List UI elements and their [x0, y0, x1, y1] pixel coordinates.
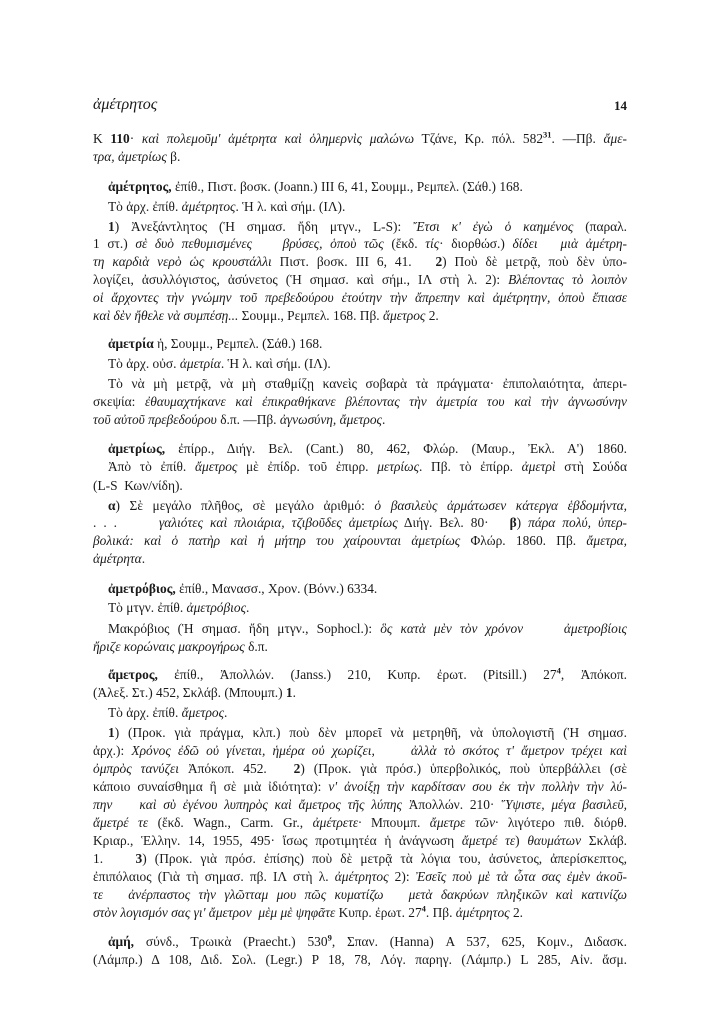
superscript: 9: [327, 932, 332, 943]
text: δ.π.: [244, 639, 268, 654]
text: Διήγ. Βελ. 80·: [397, 515, 510, 530]
italic-text: ὃς κατὰ μὲν τὸν χρόνον ἀμετροβίοις: [380, 621, 627, 636]
text: ἐπίθ., Μανασσ., Χρον. (Βόνν.) 6334.: [175, 581, 378, 596]
text: ἡ, Σουμμ., Ρεμπελ. (Σάθ.) 168.: [153, 336, 323, 351]
superscript: 4: [556, 665, 561, 676]
text: ) Ἀνεξάντλητος (Ἡ σημασ. ἤδη μτγν., L-S):: [114, 219, 414, 234]
text: . Πβ.: [425, 905, 456, 920]
italic-text: Χρόνος ἐδῶ οὐ γίνεται, ἡμέρα οὐ χωρίζει, ἀλλὰ τὸ σκότος τ' ἄμετρον τρέχει καὶ: [131, 743, 627, 758]
text-line: [93, 886, 627, 904]
text: ): [515, 833, 528, 848]
italic-text: καὶ πολεμοῦμ' ἀμέτρητα καὶ ὁλημερνὶς μαλώνω: [141, 131, 415, 146]
text: .: [141, 551, 146, 566]
bold-text: α: [108, 498, 116, 513]
bold-text: ἀμετρίως,: [108, 441, 166, 456]
text: Ἀπὸ τὸ ἐπίθ.: [108, 459, 195, 474]
bold-text: β: [509, 515, 517, 530]
italic-text: δίδει μιὰ ἀμέτρη-: [512, 236, 627, 251]
italic-text: ἄμετρα,: [586, 533, 627, 548]
italic-text: ἄμετρος: [194, 459, 238, 474]
text: · διορθώσ.): [439, 236, 513, 251]
text-line: [93, 514, 627, 532]
text-line: [93, 814, 627, 832]
text-line: [108, 933, 627, 951]
text: ) (Προκ. γιὰ πράγμα, κλπ.) ποὺ δὲν μπορεῖ νὰ μετρηθῆ, νὰ ὑπολογιστῆ (Ἡ σημασ.: [114, 725, 627, 740]
text: 1 στ.): [93, 236, 136, 251]
text-line: [93, 850, 627, 868]
text-line: [108, 580, 627, 598]
text-line: [93, 477, 627, 495]
italic-text: ἄμετρε τῶν·: [429, 815, 499, 830]
text-line: [108, 599, 627, 617]
text-line: [93, 253, 627, 271]
bold-text: ἀμέτρητος,: [108, 179, 172, 194]
italic-text: πάρα πολύ, ὑπερ-: [528, 515, 627, 530]
text: σύνδ., Τρωικὰ (Praecht.) 530: [134, 934, 328, 949]
italic-text: τίς: [425, 236, 440, 251]
text: .: [224, 705, 228, 720]
italic-text: πην καὶ σὺ ἐγένου λυπηρὸς καὶ ἄμετρος τῆς λύπης: [93, 797, 402, 812]
text-line: [108, 620, 627, 638]
text: Κριαρ., Ἑλλην. 14, 1955, 495· ἴσως προτιμητέα ἡ ἀνάγνωση: [93, 833, 462, 848]
bold-text: ἀμετρόβιος,: [108, 581, 176, 596]
text: λογίζει, ἀσυλλόγιστος, ἀσύνετος (Ἡ σημασ. καὶ σήμ., ΙΛ στὴ λ. 2):: [93, 272, 509, 287]
text: ) (Προκ. γιὰ πρόσ. ἐπίσης) ποὺ δὲ μετρᾷ τὰ λόγια του, ἀσύνετος, ἀπερίσκεπτος,: [142, 851, 627, 866]
bold-text: 2: [435, 254, 443, 269]
text-line: [108, 335, 627, 353]
text: ·: [129, 131, 142, 146]
text: ἐπίθ., Πιστ. βοσκ. (Joann.) III 6, 41, Σουμμ., Ρεμπελ. (Σάθ.) 168.: [171, 179, 523, 194]
text: . Ἡ λ. καὶ σήμ. (ΙΛ).: [235, 199, 346, 214]
text-line: [108, 178, 627, 196]
text-line: [93, 411, 627, 429]
text-line: [93, 904, 627, 922]
italic-text: ἄμετρος: [181, 705, 225, 720]
text-line: [108, 355, 627, 373]
text-line: [108, 666, 627, 684]
text: .: [246, 600, 250, 615]
text: (παραλ.: [573, 219, 627, 234]
italic-text: οἱ ἄρχοντες τὴν γνώμην τοῦ πρεβεδούρου ἐτούτην τὴν ἄπρεπην καὶ ἀμέτρητην, ὁποὺ ἔπιασε: [93, 290, 627, 305]
bold-text: ἀμή,: [108, 934, 135, 949]
text: ἐπίθ., Ἀπολλών. (Janss.) 210, Κυπρ. ἐρωτ. (Pitsill.) 27: [157, 667, 557, 682]
text-line: [93, 289, 627, 307]
text: Φλώρ. 1860. Πβ.: [460, 533, 587, 548]
italic-text: Βλέποντας τὸ λοιπὸν: [508, 272, 628, 287]
italic-text: ὁ βασιλεὺς ἀρμάτωσεν κάτεργα ἑβδομήντα,: [374, 498, 627, 513]
text-line: [93, 550, 627, 568]
text: (Ἀλεξ. Στ.) 452, Σκλάβ. (Μπουμπ.): [93, 685, 286, 700]
italic-text: ἄμε-: [603, 131, 627, 146]
text: 2.: [425, 308, 439, 323]
italic-text: Ἔτσι κ' ἐγὼ ὁ καημένος: [413, 219, 574, 234]
text: Σουμμ., Ρεμπελ. 168. Πβ.: [238, 308, 383, 323]
text-line: [108, 497, 627, 515]
italic-text: ἤριζε κορώναις μακρογήρως: [93, 639, 245, 654]
text-line: [108, 704, 627, 722]
text: στὴ Σούδα: [555, 459, 627, 474]
italic-text: ἀμέτρητος: [334, 869, 389, 884]
text-line: [108, 375, 627, 393]
text: δ.π. —Πβ.: [216, 412, 280, 427]
bold-text: ἄμετρος,: [108, 667, 158, 682]
text: ): [516, 515, 529, 530]
text: .: [292, 685, 296, 700]
text: Μακρόβιος (Ἡ σημασ. ἤδη μτγν., Sophocl.):: [108, 621, 381, 636]
text-line: [93, 271, 627, 289]
text: . Πβ. τὸ ἐπίρρ.: [419, 459, 522, 474]
text-line: [93, 235, 627, 253]
text-line: [108, 724, 627, 742]
text-line: [93, 638, 627, 656]
page-number: 14: [614, 98, 627, 113]
italic-text: βολικά: καὶ ὁ πατὴρ καὶ ἡ μήτηρ του χαίρουνται ἀμετρίως: [93, 533, 461, 548]
text-line: [93, 130, 627, 148]
bold-text: 2: [293, 761, 301, 776]
bold-text: ἀμετρία: [108, 336, 154, 351]
bold-text: 1: [108, 219, 115, 234]
text-line: [93, 307, 627, 325]
italic-text: ἀγνωσύνη, ἄμετρος: [279, 412, 382, 427]
text: Τὸ νὰ μὴ μετρᾷ, νὰ μὴ σταθμίζῃ κανεὶς σοβαρὰ τὰ πράγματα· ἐπιπολαιότητα, ἀπερι-: [108, 376, 627, 391]
text-line: [93, 951, 627, 969]
text: μὲ ἐπίδρ. τοῦ ἐπιρρ.: [237, 459, 378, 474]
bold-text: 1: [285, 685, 293, 700]
text: Τὸ ἀρχ. οὐσ.: [108, 356, 180, 371]
text-line: [108, 440, 627, 458]
text-line: [93, 148, 627, 166]
text-line: [93, 684, 627, 702]
bold-text: 1: [108, 725, 115, 740]
text: λιγότερο πιθ. διόρθ.: [498, 815, 627, 830]
italic-text: ἄμετρέ τε: [93, 815, 149, 830]
text-line: [108, 218, 627, 236]
superscript: 4: [421, 903, 426, 914]
text: Κ: [93, 131, 111, 146]
text: Τὸ ἀρχ. ἐπίθ.: [108, 199, 182, 214]
text: .: [382, 412, 386, 427]
text-line: [93, 742, 627, 760]
text: ) (Προκ. γιὰ πρόσ.) ὑπερβολικός, ποὺ ὑπερβάλλει (σὲ: [300, 761, 627, 776]
italic-text: θαυμάτων: [527, 833, 582, 848]
text: , Σπαν. (Hanna) A 537, 625, Κομν., Διδασκ.: [331, 934, 627, 949]
text: ἀρχ.):: [93, 743, 132, 758]
text: Κυπρ. ἐρωτ. 27: [335, 905, 422, 920]
text: κάποιο συναίσθημα ἢ σὲ μιὰ ἰδιότητα):: [93, 779, 329, 794]
text-line: [93, 796, 627, 814]
italic-text: μετρίως: [377, 459, 420, 474]
text: Τζάνε, Κρ. πόλ. 582: [414, 131, 544, 146]
text: 1.: [93, 851, 136, 866]
text-line: [93, 760, 627, 778]
italic-text: σὲ δυὸ πεθυμισμένες βρύσες, ὁποὺ τῶς: [135, 236, 384, 251]
text: (ἔκδ.: [383, 236, 426, 251]
text-line: [108, 458, 627, 476]
text: Ἀπόκοπ. 452.: [178, 761, 294, 776]
italic-text: γαλιότες καὶ πλοιάρια, τζιβοῦδες ἀμετρίως: [158, 515, 398, 530]
text-line: [93, 778, 627, 796]
text: ἐπιπόλαιος (Γιὰ τὴ σημασ. πβ. ΙΛ στὴ λ.: [93, 869, 335, 884]
text: . Ἡ λ. καὶ σήμ. (ΙΛ).: [220, 356, 331, 371]
text-line: [93, 532, 627, 550]
italic-text: ἀμετρία: [179, 356, 221, 371]
text: ) Σὲ μεγάλο πλῆθος, σὲ μεγάλο ἀριθμό:: [115, 498, 375, 513]
italic-text: ἀμέτρητος: [181, 199, 236, 214]
italic-text: ἀμετρόβιος: [186, 600, 247, 615]
italic-text: καὶ δὲν ἤθελε νὰ συμπέσῃ...: [93, 308, 239, 323]
italic-text: ἀμέτρητα: [93, 551, 142, 566]
text: Τὸ ἀρχ. ἐπίθ.: [108, 705, 182, 720]
text: , Ἀπόκοπ.: [560, 667, 627, 682]
text: Μπουμπ.: [361, 815, 430, 830]
text-line: [93, 393, 627, 411]
italic-text: ὀμπρὸς τανύζει: [93, 761, 179, 776]
text: . —Πβ.: [551, 131, 604, 146]
italic-text: τε ἀνέρπαστος τὴν γλῶτταμ μου πῶς κυματίζω μετὰ δακρύων πληξικῶν καὶ κατινίζω: [93, 887, 627, 902]
text: (L-S Κων/νίδη).: [93, 478, 183, 493]
italic-text: ν' ἀνοίξῃ τὴν καρδίτσαν σου ἐκ τὴν πολλὴν τὴν λύ-: [328, 779, 627, 794]
italic-text: τη καρδιὰ νερὸ ὡς κρουστάλλι: [93, 254, 272, 269]
text: σκεψία:: [93, 394, 145, 409]
text: Ἀπολλών. 210·: [401, 797, 502, 812]
text: Σκλάβ.: [581, 833, 627, 848]
running-headword: ἀμέτρητος: [93, 96, 158, 113]
text: 2.: [509, 905, 523, 920]
text: ) Ποὺ δὲ μετρᾷ, ποὺ δὲν ὑπο-: [442, 254, 628, 269]
text-line: [93, 868, 627, 886]
text: 2):: [388, 869, 416, 884]
italic-text: ἄμετρέ τε: [461, 833, 516, 848]
text: Πιστ. βοσκ. III 6, 41.: [271, 254, 436, 269]
text: ἐπίρρ., Διήγ. Βελ. (Cant.) 80, 462, Φλώρ. (Μαυρ., Ἐκλ. Α') 1860.: [165, 441, 627, 456]
italic-text: ἄμετρος: [382, 308, 426, 323]
italic-text: Ἐσεῖς ποὺ μὲ τὰ ὦτα σας ἐμὲν ἀκοῦ-: [415, 869, 627, 884]
italic-text: ἐθαυμαχτήκανε καὶ ἐπικραθήκανε βλέποντας τὴν ἀμετρία του καὶ τὴν ἀγνωσύνην: [144, 394, 627, 409]
text: Τὸ μτγν. ἐπίθ.: [108, 600, 187, 615]
bold-text: 110: [110, 131, 130, 146]
italic-text: ἀμέτρετε·: [312, 815, 362, 830]
text: (Λάμπρ.) Δ 108, Διδ. Σολ. (Legr.) P 18, 78, Λόγ. παρηγ. (Λάμπρ.) L 285, Αἰν. ἄσμ.: [93, 952, 627, 967]
italic-text: ἀμέτρητος: [455, 905, 510, 920]
bold-text: 3: [135, 851, 143, 866]
text: (ἔκδ. Wagn., Carm. Gr.,: [148, 815, 313, 830]
italic-text: ἀμετρὶ: [521, 459, 556, 474]
italic-text: τρα, ἀμετρίως: [93, 149, 167, 164]
text: β.: [166, 149, 181, 164]
superscript: 31: [543, 129, 552, 140]
italic-text: Ὕψιστε, μέγα βασιλεῦ,: [501, 797, 627, 812]
text-line: [93, 832, 627, 850]
italic-text: στὸν λογισμόν σας γι' ἄμετρον μὲμ μὲ ψηφᾶτε: [93, 905, 336, 920]
italic-text: τοῦ αὐτοῦ πρεβεδούρου: [93, 412, 217, 427]
text-line: [108, 198, 627, 216]
text: . . .: [93, 515, 159, 530]
